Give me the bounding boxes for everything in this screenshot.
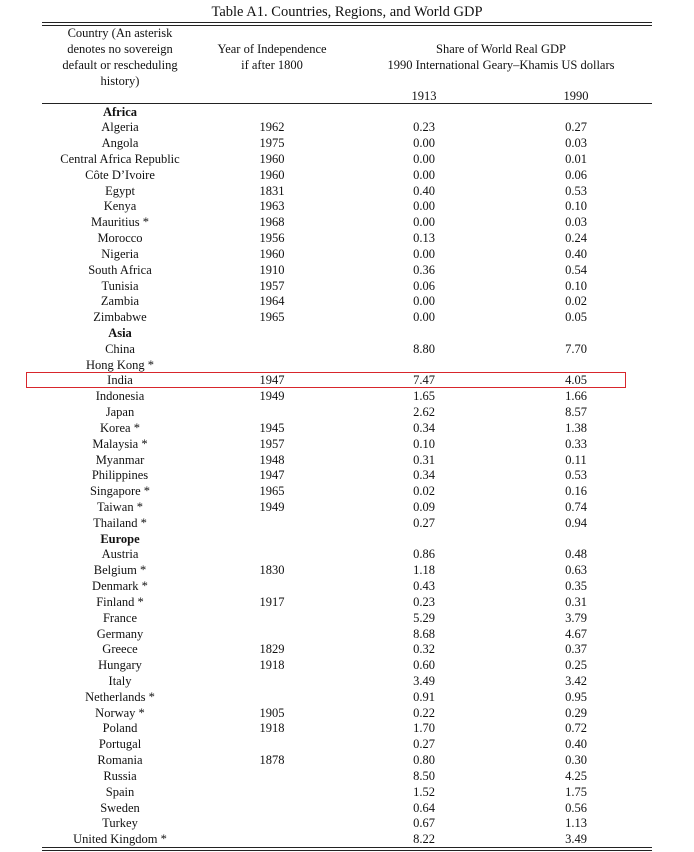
gdp-1913-cell: 0.60 [413, 658, 435, 673]
year-cell: 1910 [259, 262, 285, 277]
gdp-1990-cell: 0.05 [565, 310, 587, 325]
header-gdp-line: 1990 International Geary–Khamis US dollars [387, 58, 615, 72]
gdp-1990-cell: 0.40 [565, 246, 587, 261]
table-row [0, 215, 694, 231]
table-row [0, 120, 694, 136]
bottom-rule [42, 847, 652, 848]
year-cell: 1945 [259, 420, 285, 435]
gdp-1913-cell: 0.23 [413, 594, 435, 609]
header-country-line: Country (An asterisk [67, 26, 173, 40]
region-label: Europe [100, 531, 140, 546]
year-cell: 1960 [259, 246, 285, 261]
gdp-1990-cell: 0.03 [565, 136, 587, 151]
gdp-1990-cell: 0.29 [565, 705, 587, 720]
table-row [0, 184, 694, 200]
table-row [0, 769, 694, 785]
top-rule [42, 22, 652, 23]
gdp-1990-cell: 0.01 [565, 151, 587, 166]
gdp-1913-cell: 0.40 [413, 183, 435, 198]
year-cell: 1829 [259, 642, 285, 657]
table-row [0, 737, 694, 753]
country-cell: Myanmar [95, 452, 145, 467]
year-cell: 1905 [259, 705, 285, 720]
gdp-1913-cell: 0.27 [413, 737, 435, 752]
country-cell: Algeria [101, 120, 139, 135]
gdp-1990-cell: 0.02 [565, 294, 587, 309]
table-row [0, 405, 694, 421]
country-cell: Italy [108, 674, 132, 689]
country-cell: China [105, 341, 135, 356]
country-cell: Mauritius * [91, 215, 149, 230]
gdp-1913-cell: 0.00 [413, 246, 435, 261]
country-cell: Hong Kong * [85, 357, 155, 372]
gdp-1990-cell: 0.54 [565, 262, 587, 277]
table-row [0, 231, 694, 247]
header-1913: 1913 [411, 89, 437, 103]
country-cell: Central Africa Republic [60, 151, 180, 166]
country-cell: Austria [101, 547, 139, 562]
gdp-1913-cell: 0.02 [413, 484, 435, 499]
gdp-1990-cell: 1.75 [565, 784, 587, 799]
country-cell: India [107, 373, 133, 388]
region-row [0, 326, 694, 342]
table-row [0, 563, 694, 579]
country-cell: Nigeria [101, 246, 139, 261]
year-cell: 1949 [259, 500, 285, 514]
table-row [0, 453, 694, 469]
year-cell: 1830 [259, 563, 285, 578]
country-cell: Taiwan * [97, 500, 143, 514]
year-cell: 1878 [259, 753, 285, 768]
gdp-1990-cell: 0.30 [565, 753, 587, 768]
gdp-1913-cell: 0.31 [413, 452, 435, 467]
country-cell: Philippines [91, 468, 149, 483]
year-cell: 1962 [259, 120, 285, 135]
gdp-1990-cell: 0.10 [565, 278, 587, 293]
gdp-1913-cell: 0.10 [413, 436, 435, 451]
year-cell: 1957 [259, 278, 285, 293]
year-cell: 1975 [259, 136, 285, 151]
country-cell: Indonesia [95, 389, 145, 404]
gdp-1990-cell: 0.25 [565, 658, 587, 673]
country-cell: Russia [103, 768, 137, 783]
gdp-1990-cell: 0.33 [565, 436, 587, 451]
gdp-1990-cell: 1.38 [565, 420, 587, 435]
year-cell: 1918 [259, 721, 285, 736]
gdp-1990-cell: 3.42 [565, 674, 587, 689]
table-row [0, 279, 694, 295]
year-cell: 1960 [259, 151, 285, 166]
gdp-1913-cell: 8.22 [413, 832, 435, 847]
gdp-1913-cell: 0.23 [413, 120, 435, 135]
gdp-1990-cell: 0.10 [565, 199, 587, 214]
table-row [0, 627, 694, 643]
region-row [0, 105, 694, 121]
gdp-1913-cell: 0.00 [413, 136, 435, 151]
gdp-1990-cell: 4.25 [565, 768, 587, 783]
table-row [0, 437, 694, 453]
gdp-1913-cell: 0.34 [413, 468, 435, 483]
country-cell: Turkey [102, 816, 138, 831]
table-row [0, 832, 694, 848]
country-cell: Côte D’Ivoire [85, 167, 155, 182]
country-cell: Angola [101, 136, 139, 151]
table-row [0, 342, 694, 358]
table-row [0, 611, 694, 627]
header-year-line: Year of Independence [217, 42, 327, 56]
country-cell: Hungary [98, 658, 142, 673]
gdp-1990-cell: 8.57 [565, 405, 587, 420]
year-cell: 1965 [259, 484, 285, 499]
country-cell: Romania [97, 753, 143, 768]
gdp-1990-cell: 0.63 [565, 563, 587, 578]
gdp-1913-cell: 1.52 [413, 784, 435, 799]
table-row [0, 484, 694, 500]
country-cell: Denmark * [92, 579, 148, 594]
bottom-rule-double [42, 850, 652, 851]
table-row [0, 658, 694, 674]
header-country [40, 25, 200, 89]
gdp-1990-cell: 0.72 [565, 721, 587, 736]
gdp-1913-cell: 0.13 [413, 231, 435, 246]
table-row [0, 690, 694, 706]
year-cell: 1960 [259, 167, 285, 182]
gdp-1913-cell: 0.00 [413, 310, 435, 325]
gdp-1990-cell: 0.74 [565, 500, 587, 514]
country-cell: South Africa [88, 262, 152, 277]
year-cell: 1948 [259, 452, 285, 467]
country-cell: Morocco [97, 231, 143, 246]
region-label: Africa [102, 104, 137, 119]
gdp-1990-cell: 0.24 [565, 231, 587, 246]
country-cell: Netherlands * [85, 689, 155, 704]
gdp-1913-cell: 7.47 [413, 373, 435, 388]
country-cell: Belgium * [93, 563, 147, 578]
gdp-1913-cell: 0.09 [413, 500, 435, 514]
country-cell: Portugal [98, 737, 142, 752]
gdp-1990-cell: 3.49 [565, 832, 587, 847]
table-row [0, 516, 694, 532]
gdp-1990-cell: 7.70 [565, 341, 587, 356]
table-row [0, 168, 694, 184]
table-row [0, 579, 694, 595]
gdp-1913-cell: 3.49 [413, 674, 435, 689]
gdp-1990-cell: 0.11 [565, 452, 587, 467]
year-cell: 1917 [259, 594, 285, 609]
country-cell: Sweden [100, 800, 140, 815]
gdp-1990-cell: 3.79 [565, 610, 587, 625]
year-cell: 1965 [259, 310, 285, 325]
gdp-1990-cell: 0.48 [565, 547, 587, 562]
gdp-1913-cell: 0.91 [413, 689, 435, 704]
gdp-1913-cell: 0.00 [413, 167, 435, 182]
year-cell: 1963 [259, 199, 285, 214]
table-row [0, 468, 694, 484]
gdp-1913-cell: 0.80 [413, 753, 435, 768]
year-cell: 1947 [259, 373, 285, 388]
region-label: Asia [108, 325, 132, 340]
gdp-1913-cell: 1.65 [413, 389, 435, 404]
gdp-1913-cell: 0.67 [413, 816, 435, 831]
gdp-1913-cell: 0.34 [413, 420, 435, 435]
gdp-1913-cell: 0.22 [413, 705, 435, 720]
gdp-1990-cell: 0.95 [565, 689, 587, 704]
gdp-1990-cell: 0.31 [565, 594, 587, 609]
table-row [0, 801, 694, 817]
table-row [0, 389, 694, 405]
header-year-line: if after 1800 [241, 58, 303, 72]
table-row [0, 721, 694, 737]
country-cell: Germany [96, 626, 144, 641]
gdp-1913-cell: 0.00 [413, 294, 435, 309]
gdp-1913-cell: 0.36 [413, 262, 435, 277]
year-cell: 1831 [259, 183, 285, 198]
table-row [0, 136, 694, 152]
country-cell: Spain [105, 784, 135, 799]
year-cell: 1949 [259, 389, 285, 404]
country-cell: Korea * [100, 420, 140, 435]
table-row [0, 595, 694, 611]
country-cell: Poland [102, 721, 138, 736]
header-country-line: default or rescheduling [62, 58, 178, 72]
table-row [0, 500, 694, 516]
table-row [0, 547, 694, 563]
gdp-1990-cell: 0.27 [565, 120, 587, 135]
country-cell: Japan [105, 405, 135, 420]
gdp-1913-cell: 0.32 [413, 642, 435, 657]
table-row [0, 152, 694, 168]
table-row [0, 674, 694, 690]
year-cell: 1956 [259, 231, 285, 246]
table-row [0, 706, 694, 722]
year-cell: 1918 [259, 658, 285, 673]
gdp-1990-cell: 0.06 [565, 167, 587, 182]
year-cell: 1947 [259, 468, 285, 483]
gdp-1913-cell: 0.86 [413, 547, 435, 562]
gdp-1913-cell: 0.43 [413, 579, 435, 594]
gdp-1990-cell: 0.40 [565, 737, 587, 752]
gdp-1990-cell: 0.94 [565, 515, 587, 530]
country-cell: Norway * [95, 705, 145, 720]
gdp-1913-cell: 5.29 [413, 610, 435, 625]
gdp-1990-cell: 0.53 [565, 183, 587, 198]
country-cell: Egypt [105, 183, 135, 198]
header-year [200, 41, 344, 73]
region-row [0, 532, 694, 548]
country-cell: Kenya [103, 199, 137, 214]
gdp-1990-cell: 1.66 [565, 389, 587, 404]
country-cell: France [102, 610, 137, 625]
gdp-1990-cell: 1.13 [565, 816, 587, 831]
gdp-1913-cell: 1.70 [413, 721, 435, 736]
header-country-line: denotes no sovereign [67, 42, 173, 56]
table-row [0, 294, 694, 310]
gdp-1990-cell: 0.37 [565, 642, 587, 657]
gdp-1990-cell: 4.67 [565, 626, 587, 641]
country-cell: Thailand * [93, 515, 147, 530]
gdp-1990-cell: 0.53 [565, 468, 587, 483]
gdp-1913-cell: 0.00 [413, 215, 435, 230]
table-row [0, 816, 694, 832]
header-1990: 1990 [563, 89, 589, 103]
country-cell: Zimbabwe [93, 310, 147, 325]
country-cell: United Kingdom * [73, 832, 167, 847]
header-country-line: history) [100, 74, 140, 88]
gdp-1913-cell: 0.06 [413, 278, 435, 293]
gdp-1990-cell: 0.03 [565, 215, 587, 230]
gdp-1990-cell: 0.56 [565, 800, 587, 815]
year-cell: 1964 [259, 294, 285, 309]
header-gdp-line: Share of World Real GDP [436, 42, 566, 56]
year-cell: 1957 [259, 436, 285, 451]
gdp-1913-cell: 0.00 [413, 199, 435, 214]
gdp-1913-cell: 8.50 [413, 768, 435, 783]
country-cell: Singapore * [89, 484, 151, 499]
gdp-1990-cell: 4.05 [565, 373, 587, 388]
table-row [0, 310, 694, 326]
gdp-1913-cell: 1.18 [413, 563, 435, 578]
gdp-1913-cell: 8.80 [413, 341, 435, 356]
table-row [0, 421, 694, 437]
highlight-box [26, 372, 626, 388]
gdp-1990-cell: 0.35 [565, 579, 587, 594]
gdp-1990-cell: 0.16 [565, 484, 587, 499]
country-cell: Zambia [100, 294, 140, 309]
year-cell: 1968 [259, 215, 285, 230]
gdp-1913-cell: 0.64 [413, 800, 435, 815]
country-cell: Tunisia [101, 278, 139, 293]
country-cell: Greece [102, 642, 138, 657]
gdp-1913-cell: 8.68 [413, 626, 435, 641]
table-caption: Table A1. Countries, Regions, and World GDP [211, 4, 483, 20]
gdp-1913-cell: 0.00 [413, 151, 435, 166]
table-row [0, 199, 694, 215]
table-row [0, 247, 694, 263]
header-gdp [364, 41, 638, 73]
gdp-1913-cell: 0.27 [413, 515, 435, 530]
table-row [0, 785, 694, 801]
table-row [0, 753, 694, 769]
gdp-1913-cell: 2.62 [413, 405, 435, 420]
table-row [0, 263, 694, 279]
table-row [0, 642, 694, 658]
country-cell: Malaysia * [92, 436, 148, 451]
country-cell: Finland * [96, 594, 144, 609]
